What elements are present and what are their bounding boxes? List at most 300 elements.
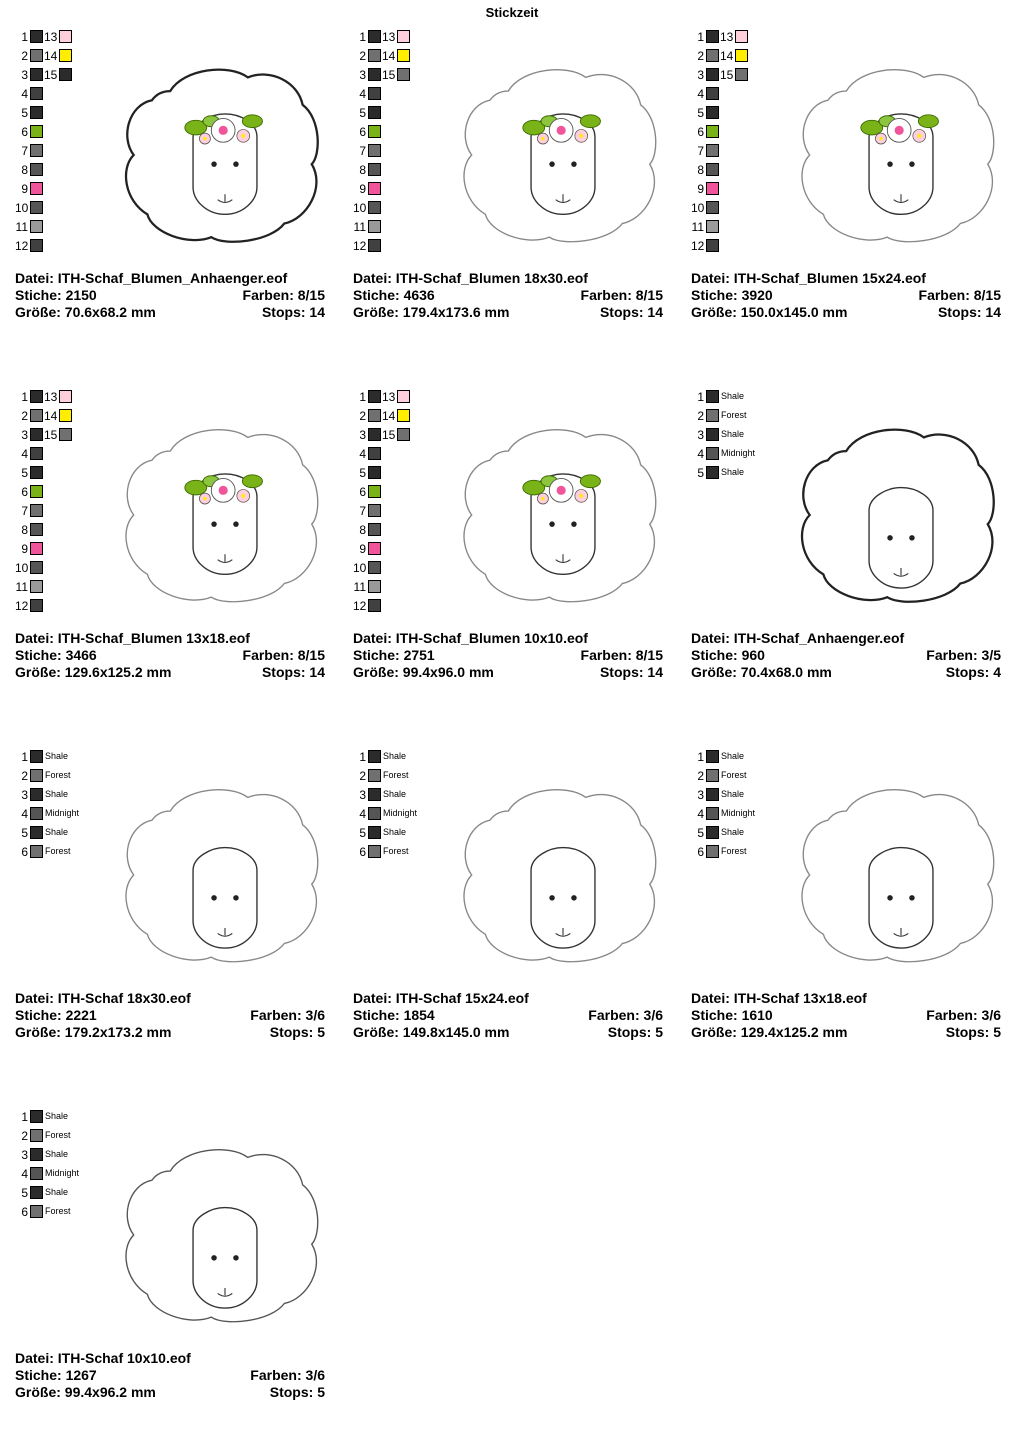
- stitches-line: [15, 647, 325, 664]
- sheep-head: [869, 488, 933, 588]
- size-label: Größe:: [15, 1384, 65, 1400]
- stops-value: 14: [309, 664, 325, 680]
- size-label: Größe:: [353, 664, 403, 680]
- design-card: [15, 390, 335, 720]
- color-swatch: [30, 1167, 43, 1180]
- colors-value: 3/6: [643, 1007, 663, 1023]
- color-swatch: [30, 807, 43, 820]
- color-swatch: [30, 1129, 43, 1142]
- color-number: 12: [353, 239, 367, 253]
- blossom-center-icon: [579, 134, 583, 138]
- color-number: 8: [21, 523, 28, 537]
- size-label: Größe:: [353, 304, 403, 320]
- stitches-label: Stiche:: [15, 1367, 66, 1383]
- color-number: 11: [15, 220, 28, 234]
- color-number: 9: [21, 182, 28, 196]
- color-swatch: [30, 68, 43, 81]
- color-swatch: [30, 163, 43, 176]
- color-number: 13: [44, 390, 58, 404]
- stitches-value: 960: [741, 647, 765, 663]
- design-info: [15, 1350, 325, 1401]
- color-swatch: [368, 466, 381, 479]
- sheep-head: [185, 114, 263, 214]
- file-line: [353, 630, 663, 647]
- design-card: [691, 390, 1011, 720]
- color-name: Forest: [383, 770, 409, 780]
- stitches-value: 1854: [403, 1007, 435, 1023]
- size-line: [691, 1024, 1001, 1041]
- color-name: Forest: [721, 846, 747, 856]
- color-number: 14: [44, 409, 58, 423]
- color-swatch: [30, 845, 43, 858]
- colors-label: Farben:: [580, 647, 636, 663]
- color-number: 3: [359, 68, 366, 82]
- stops-label: Stops:: [945, 1024, 994, 1040]
- sheep-eye: [233, 161, 238, 166]
- stitches-label: Stiche:: [353, 647, 404, 663]
- leaf-icon: [580, 475, 600, 488]
- color-swatch: [735, 30, 748, 43]
- stitches-value: 2221: [65, 1007, 97, 1023]
- sheep-design-preview: [115, 410, 335, 620]
- color-number: 4: [21, 1167, 28, 1181]
- color-name: Shale: [721, 391, 745, 401]
- colors-label: Farben:: [250, 1367, 306, 1383]
- color-number: 8: [21, 163, 28, 177]
- size-value: 70.6x68.2 mm: [64, 304, 156, 320]
- stitches-line: [15, 1007, 325, 1024]
- size-label: Größe:: [691, 664, 741, 680]
- color-number: 5: [21, 1186, 28, 1200]
- stitches-value: 2150: [65, 287, 97, 303]
- color-number: 15: [720, 68, 734, 82]
- file-name: ITH-Schaf_Blumen 15x24.eof: [733, 270, 926, 286]
- blossom-center-icon: [541, 497, 544, 500]
- color-number: 15: [382, 68, 396, 82]
- color-swatch: [30, 788, 43, 801]
- stitches-label: Stiche:: [353, 287, 404, 303]
- sheep-head: [523, 474, 601, 574]
- stops-label: Stops:: [261, 664, 310, 680]
- design-info: [691, 270, 1001, 321]
- color-number: 3: [21, 1148, 28, 1162]
- sheep-eye: [549, 521, 554, 526]
- sheep-eye: [233, 895, 238, 900]
- color-number: 5: [359, 826, 366, 840]
- size-value: 149.8x145.0 mm: [402, 1024, 510, 1040]
- design-info: [353, 270, 663, 321]
- sheep-eye: [233, 1255, 238, 1260]
- color-number: 4: [21, 807, 28, 821]
- color-swatch: [706, 428, 719, 441]
- colors-field: [250, 1367, 325, 1384]
- file-line: [691, 630, 1001, 647]
- stitches-line: [15, 287, 325, 304]
- sheep-eye: [909, 895, 914, 900]
- color-number: 8: [697, 163, 704, 177]
- color-swatch: [706, 807, 719, 820]
- stops-value: 14: [985, 304, 1001, 320]
- color-number: 7: [359, 144, 366, 158]
- color-swatch: [30, 826, 43, 839]
- color-swatch: [30, 750, 43, 763]
- stops-label: Stops:: [269, 1384, 318, 1400]
- color-number: 1: [21, 30, 28, 44]
- size-value: 99.4x96.0 mm: [402, 664, 494, 680]
- color-swatch: [59, 390, 72, 403]
- colors-value: 3/6: [305, 1367, 325, 1383]
- size-line: [15, 664, 325, 681]
- color-swatch: [30, 49, 43, 62]
- size-line: [353, 304, 663, 321]
- leaf-icon: [242, 115, 262, 128]
- stops-value: 4: [993, 664, 1001, 680]
- color-number: 7: [697, 144, 704, 158]
- color-number: 11: [691, 220, 704, 234]
- stops-field: [946, 1024, 1001, 1041]
- color-swatch: [368, 390, 381, 403]
- color-number: 6: [21, 1205, 28, 1219]
- color-swatch: [368, 447, 381, 460]
- colors-field: [250, 1007, 325, 1024]
- color-name: Shale: [721, 751, 745, 761]
- design-card: [15, 750, 335, 1080]
- color-name: Shale: [721, 789, 745, 799]
- color-swatch: [368, 30, 381, 43]
- blossom-center-icon: [241, 134, 245, 138]
- color-name: Shale: [383, 789, 407, 799]
- color-number: 3: [359, 788, 366, 802]
- design-card: [353, 390, 673, 720]
- color-swatch: [706, 30, 719, 43]
- color-number: 6: [359, 845, 366, 859]
- stitches-value: 3920: [741, 287, 773, 303]
- color-number: 6: [21, 125, 28, 139]
- size-value: 150.0x145.0 mm: [740, 304, 848, 320]
- stitches-label: Stiche:: [691, 1007, 742, 1023]
- stitches-line: [691, 1007, 1001, 1024]
- color-number: 9: [359, 182, 366, 196]
- size-value: 70.4x68.0 mm: [740, 664, 832, 680]
- color-number: 15: [44, 428, 58, 442]
- color-number: 11: [15, 580, 28, 594]
- sheep-eye: [571, 521, 576, 526]
- stops-field: [262, 664, 325, 681]
- color-swatch: [735, 68, 748, 81]
- color-swatch: [368, 106, 381, 119]
- sheep-head: [861, 114, 939, 214]
- color-swatch: [30, 125, 43, 138]
- colors-value: 3/5: [981, 647, 1001, 663]
- stitches-value: 3466: [65, 647, 97, 663]
- color-number: 2: [697, 49, 704, 63]
- file-name: ITH-Schaf 10x10.eof: [57, 1350, 191, 1366]
- sheep-design-preview: [115, 1130, 335, 1340]
- color-name: Shale: [45, 789, 69, 799]
- color-swatch: [368, 163, 381, 176]
- color-swatch: [706, 447, 719, 460]
- sheep-eye: [211, 161, 216, 166]
- color-swatch: [368, 485, 381, 498]
- color-number: 10: [353, 561, 367, 575]
- color-swatch: [706, 239, 719, 252]
- color-name: Midnight: [721, 808, 756, 818]
- size-value: 179.4x173.6 mm: [402, 304, 510, 320]
- color-number: 5: [697, 106, 704, 120]
- flower-center-icon: [219, 486, 228, 495]
- sheep-head: [523, 114, 601, 214]
- color-number: 11: [353, 220, 366, 234]
- sheep-design-preview: [791, 410, 1011, 620]
- color-number: 6: [21, 485, 28, 499]
- stops-label: Stops:: [599, 304, 648, 320]
- size-line: [353, 664, 663, 681]
- blossom-center-icon: [579, 494, 583, 498]
- color-number: 1: [359, 750, 366, 764]
- file-label: Datei:: [691, 990, 734, 1006]
- sheep-eye: [233, 521, 238, 526]
- color-swatch: [368, 826, 381, 839]
- color-swatch: [706, 87, 719, 100]
- file-name: ITH-Schaf_Blumen 13x18.eof: [57, 630, 250, 646]
- colors-value: 3/6: [305, 1007, 325, 1023]
- design-card: [15, 30, 335, 360]
- color-number: 3: [697, 788, 704, 802]
- color-swatch: [706, 390, 719, 403]
- sheep-head: [193, 848, 257, 948]
- color-swatch: [397, 428, 410, 441]
- stops-label: Stops:: [945, 664, 994, 680]
- color-swatch: [30, 447, 43, 460]
- sheep-design-preview: [115, 50, 335, 260]
- file-label: Datei:: [15, 630, 58, 646]
- sheep-eye: [571, 895, 576, 900]
- color-number: 13: [382, 390, 396, 404]
- size-line: [15, 1384, 325, 1401]
- color-name: Shale: [45, 827, 69, 837]
- color-number: 6: [359, 485, 366, 499]
- color-number: 6: [21, 845, 28, 859]
- color-swatch: [706, 466, 719, 479]
- colors-label: Farben:: [242, 647, 298, 663]
- stops-label: Stops:: [607, 1024, 656, 1040]
- colors-field: [588, 1007, 663, 1024]
- stitches-line: [353, 1007, 663, 1024]
- color-number: 7: [359, 504, 366, 518]
- color-number: 5: [697, 466, 704, 480]
- color-name: Shale: [45, 1149, 69, 1159]
- color-name: Forest: [45, 846, 71, 856]
- colors-field: [919, 287, 1001, 304]
- color-number: 2: [21, 1129, 28, 1143]
- stitches-line: [691, 287, 1001, 304]
- color-number: 1: [359, 30, 366, 44]
- color-swatch: [368, 409, 381, 422]
- color-number: 12: [691, 239, 705, 253]
- sheep-head: [531, 848, 595, 948]
- color-swatch: [368, 87, 381, 100]
- color-swatch: [30, 220, 43, 233]
- file-line: [15, 1350, 325, 1367]
- design-info: [353, 630, 663, 681]
- color-number: 1: [21, 750, 28, 764]
- file-name: ITH-Schaf 18x30.eof: [57, 990, 191, 1006]
- sheep-design-preview: [791, 770, 1011, 980]
- stops-label: Stops:: [599, 664, 648, 680]
- color-swatch: [30, 144, 43, 157]
- color-swatch: [735, 49, 748, 62]
- design-info: [15, 270, 325, 321]
- sheep-design-preview: [791, 50, 1011, 260]
- stops-value: 5: [993, 1024, 1001, 1040]
- color-name: Shale: [383, 827, 407, 837]
- color-number: 11: [353, 580, 366, 594]
- colors-field: [243, 647, 325, 664]
- size-line: [353, 1024, 663, 1041]
- color-number: 2: [21, 49, 28, 63]
- stops-field: [600, 664, 663, 681]
- leaf-icon: [242, 475, 262, 488]
- color-swatch: [706, 49, 719, 62]
- color-name: Shale: [721, 467, 745, 477]
- color-number: 4: [21, 447, 28, 461]
- color-swatch: [368, 125, 381, 138]
- colors-value: 8/15: [635, 287, 663, 303]
- blossom-center-icon: [879, 137, 882, 140]
- stops-field: [270, 1024, 325, 1041]
- color-number: 5: [21, 106, 28, 120]
- design-info: [353, 990, 663, 1041]
- colors-label: Farben:: [580, 287, 636, 303]
- color-name: Forest: [721, 770, 747, 780]
- stops-label: Stops:: [261, 304, 310, 320]
- color-swatch: [397, 30, 410, 43]
- sheep-head: [869, 848, 933, 948]
- color-swatch: [397, 49, 410, 62]
- color-number: 10: [353, 201, 367, 215]
- color-number: 6: [697, 845, 704, 859]
- color-number: 5: [21, 466, 28, 480]
- color-number: 2: [359, 769, 366, 783]
- color-swatch: [706, 409, 719, 422]
- colors-field: [926, 647, 1001, 664]
- stitches-label: Stiche:: [15, 647, 66, 663]
- color-number: 4: [697, 447, 704, 461]
- file-name: ITH-Schaf 13x18.eof: [733, 990, 867, 1006]
- color-number: 15: [382, 428, 396, 442]
- stops-value: 5: [655, 1024, 663, 1040]
- colors-field: [926, 1007, 1001, 1024]
- stitches-label: Stiche:: [15, 1007, 66, 1023]
- colors-value: 8/15: [635, 647, 663, 663]
- color-swatch: [59, 428, 72, 441]
- file-label: Datei:: [353, 990, 396, 1006]
- size-value: 129.4x125.2 mm: [740, 1024, 848, 1040]
- color-swatch: [706, 163, 719, 176]
- flower-center-icon: [557, 126, 566, 135]
- color-swatch: [59, 49, 72, 62]
- design-card: [353, 750, 673, 1080]
- file-name: ITH-Schaf_Anhaenger.eof: [733, 630, 905, 646]
- leaf-icon: [580, 115, 600, 128]
- color-name: Shale: [45, 751, 69, 761]
- color-swatch: [30, 201, 43, 214]
- color-number: 6: [697, 125, 704, 139]
- blossom-center-icon: [917, 134, 921, 138]
- color-swatch: [30, 390, 43, 403]
- sheep-eye: [211, 1255, 216, 1260]
- file-label: Datei:: [353, 270, 396, 286]
- color-swatch: [368, 750, 381, 763]
- color-number: 4: [359, 87, 366, 101]
- color-swatch: [706, 826, 719, 839]
- color-number: 12: [353, 599, 367, 613]
- stitches-value: 1610: [741, 1007, 773, 1023]
- color-number: 3: [359, 428, 366, 442]
- color-swatch: [30, 1205, 43, 1218]
- stitches-value: 4636: [403, 287, 435, 303]
- colors-label: Farben:: [918, 287, 974, 303]
- color-name: Shale: [383, 751, 407, 761]
- file-line: [691, 270, 1001, 287]
- file-label: Datei:: [353, 630, 396, 646]
- file-label: Datei:: [15, 270, 58, 286]
- color-swatch: [368, 239, 381, 252]
- stitches-label: Stiche:: [691, 287, 742, 303]
- color-swatch: [368, 428, 381, 441]
- color-swatch: [59, 68, 72, 81]
- blossom-center-icon: [203, 137, 206, 140]
- size-label: Größe:: [353, 1024, 403, 1040]
- color-number: 9: [21, 542, 28, 556]
- stitches-line: [691, 647, 1001, 664]
- size-value: 129.6x125.2 mm: [64, 664, 172, 680]
- colors-value: 8/15: [973, 287, 1001, 303]
- sheep-design-preview: [115, 770, 335, 980]
- color-swatch: [706, 68, 719, 81]
- color-name: Shale: [721, 827, 745, 837]
- sheep-eye: [909, 161, 914, 166]
- file-name: ITH-Schaf_Blumen 10x10.eof: [395, 630, 588, 646]
- color-number: 6: [359, 125, 366, 139]
- color-number: 1: [359, 390, 366, 404]
- color-number: 14: [720, 49, 734, 63]
- colors-value: 8/15: [297, 287, 325, 303]
- flower-center-icon: [557, 486, 566, 495]
- flower-center-icon: [219, 126, 228, 135]
- colors-label: Farben:: [250, 1007, 306, 1023]
- color-name: Midnight: [45, 808, 80, 818]
- stitches-label: Stiche:: [691, 647, 742, 663]
- stops-field: [938, 304, 1001, 321]
- colors-field: [243, 287, 325, 304]
- color-name: Midnight: [383, 808, 418, 818]
- stops-value: 5: [317, 1384, 325, 1400]
- stops-field: [270, 1384, 325, 1401]
- size-label: Größe:: [15, 664, 65, 680]
- stitches-line: [353, 287, 663, 304]
- color-name: Forest: [383, 846, 409, 856]
- file-label: Datei:: [691, 270, 734, 286]
- color-swatch: [59, 30, 72, 43]
- sheep-eye: [211, 521, 216, 526]
- color-number: 12: [15, 599, 29, 613]
- file-line: [15, 270, 325, 287]
- color-name: Midnight: [45, 1168, 80, 1178]
- color-swatch: [368, 220, 381, 233]
- sheep-eye: [887, 161, 892, 166]
- color-number: 5: [359, 106, 366, 120]
